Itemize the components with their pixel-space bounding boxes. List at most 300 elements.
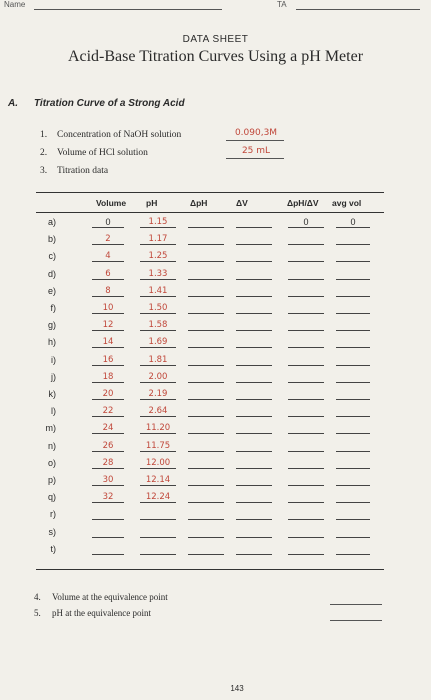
cell-value: 1.25 [148, 251, 168, 262]
cell-ratio[interactable] [288, 372, 324, 383]
table-row [0, 423, 431, 437]
table-row [0, 269, 431, 283]
cell-underline [92, 279, 124, 280]
cell-underline [236, 485, 272, 486]
row-label: m) [45, 423, 56, 434]
cell-underline [140, 330, 176, 331]
table-row [0, 544, 431, 558]
cell-ph[interactable] [140, 475, 176, 486]
cell-underline [236, 279, 272, 280]
cell-dv[interactable] [236, 251, 272, 262]
cell-volume[interactable] [92, 320, 124, 331]
cell-underline [336, 330, 370, 331]
cell-ratio[interactable] [288, 458, 324, 469]
cell-underline [188, 313, 224, 314]
item-number: 3. [40, 166, 48, 176]
cell-ph[interactable] [140, 286, 176, 297]
cell-value: 26 [102, 440, 114, 451]
cell-underline [336, 244, 370, 245]
cell-value: 12 [102, 320, 114, 331]
cell-underline [236, 399, 272, 400]
cell-dph[interactable] [188, 251, 224, 262]
cell-underline [288, 330, 324, 331]
cell-volume[interactable] [92, 372, 124, 383]
table-header-rule [36, 212, 384, 213]
cell-value: 1.33 [148, 268, 168, 279]
cell-ph[interactable] [140, 269, 176, 280]
page-number: 143 [230, 684, 244, 693]
cell-underline [236, 519, 272, 520]
cell-avg[interactable] [336, 475, 370, 486]
cell-ph[interactable] [140, 441, 176, 452]
cell-ph[interactable] [140, 527, 176, 538]
cell-underline [236, 330, 272, 331]
table-row [0, 355, 431, 369]
row-label: l) [51, 406, 56, 417]
cell-ratio[interactable] [288, 337, 324, 348]
cell-ratio[interactable] [288, 217, 324, 228]
cell-value: 28 [102, 457, 114, 468]
cell-dv[interactable] [236, 509, 272, 520]
cell-volume[interactable] [92, 269, 124, 280]
cell-value: 2.19 [148, 389, 168, 399]
cell-underline [236, 502, 272, 503]
cell-underline [188, 433, 224, 434]
cell-dph[interactable] [188, 355, 224, 366]
cell-volume[interactable] [92, 509, 124, 520]
column-header: pH [146, 198, 158, 208]
cell-underline [288, 399, 324, 400]
cell-underline [236, 433, 272, 434]
cell-dph[interactable] [188, 286, 224, 297]
cell-underline [92, 347, 124, 348]
cell-dph[interactable] [188, 441, 224, 452]
cell-underline [92, 537, 124, 538]
cell-dv[interactable] [236, 372, 272, 383]
cell-value: 1.50 [148, 303, 168, 313]
cell-underline [92, 330, 124, 331]
item-answer[interactable]: 0.090,3M [234, 128, 278, 138]
cell-volume[interactable] [92, 406, 124, 417]
item-answer-line [226, 158, 284, 159]
cell-value: 1.17 [148, 234, 168, 245]
cell-value: 0 [105, 217, 111, 227]
cell-underline [288, 554, 324, 555]
cell-underline [236, 451, 272, 452]
cell-value: 12.14 [145, 475, 171, 485]
question-number: 5. [34, 608, 41, 618]
cell-ph[interactable] [140, 544, 176, 555]
item-number: 1. [40, 130, 48, 140]
cell-volume[interactable] [92, 527, 124, 538]
cell-underline [288, 347, 324, 348]
cell-volume[interactable] [92, 234, 124, 245]
cell-underline [92, 519, 124, 520]
cell-dv[interactable] [236, 355, 272, 366]
cell-underline [336, 279, 370, 280]
cell-underline [188, 227, 224, 228]
section-letter: A. [8, 98, 18, 109]
cell-ph[interactable] [140, 217, 176, 228]
cell-underline [288, 468, 324, 469]
table-row [0, 303, 431, 317]
cell-dph[interactable] [188, 475, 224, 486]
cell-underline [188, 416, 224, 417]
cell-underline [336, 451, 370, 452]
cell-underline [188, 261, 224, 262]
cell-volume[interactable] [92, 458, 124, 469]
cell-avg[interactable] [336, 355, 370, 366]
table-row [0, 406, 431, 420]
cell-ph[interactable] [140, 251, 176, 262]
cell-dv[interactable] [236, 441, 272, 452]
cell-dv[interactable] [236, 527, 272, 538]
cell-ratio[interactable] [288, 286, 324, 297]
cell-underline [288, 244, 324, 245]
cell-dph[interactable] [188, 544, 224, 555]
cell-underline [92, 416, 124, 417]
row-label: p) [47, 475, 56, 485]
cell-dph[interactable] [188, 269, 224, 280]
cell-volume[interactable] [92, 286, 124, 297]
cell-underline [336, 519, 370, 520]
item-answer-line [226, 140, 284, 141]
name-label: Name [4, 0, 26, 9]
cell-value: 8 [105, 285, 111, 296]
cell-underline [236, 296, 272, 297]
table-row [0, 251, 431, 265]
cell-underline [336, 399, 370, 400]
cell-dph[interactable] [188, 509, 224, 520]
cell-ph[interactable] [140, 303, 176, 314]
column-header: Volume [96, 198, 127, 208]
table-row [0, 475, 431, 489]
cell-volume[interactable] [92, 389, 124, 400]
cell-avg[interactable] [336, 509, 370, 520]
cell-underline [288, 279, 324, 280]
row-label: o) [47, 457, 56, 468]
cell-underline [288, 433, 324, 434]
cell-underline [336, 313, 370, 314]
row-label: k) [48, 389, 56, 399]
row-label: t) [50, 543, 56, 554]
cell-underline [336, 416, 370, 417]
cell-ph[interactable] [140, 355, 176, 366]
cell-ph[interactable] [140, 234, 176, 245]
cell-ratio[interactable] [288, 475, 324, 486]
table-row [0, 286, 431, 300]
table-row [0, 458, 431, 472]
cell-ratio[interactable] [288, 320, 324, 331]
cell-value: 18 [102, 371, 114, 382]
cell-ph[interactable] [140, 492, 176, 503]
cell-value: 2.64 [148, 406, 168, 417]
row-label: r) [50, 509, 56, 520]
column-header: ΔV [236, 198, 248, 208]
cell-dv[interactable] [236, 458, 272, 469]
cell-avg[interactable] [336, 217, 370, 228]
cell-dv[interactable] [236, 492, 272, 503]
cell-avg[interactable] [336, 372, 370, 383]
cell-ratio[interactable] [288, 234, 324, 245]
cell-value: 1.69 [148, 337, 168, 348]
question-text: Volume at the equivalence point [52, 592, 168, 602]
ta-label: TA [277, 0, 287, 9]
cell-dph[interactable] [188, 217, 224, 228]
item-text: Titration data [57, 166, 109, 176]
cell-underline [188, 554, 224, 555]
row-label: i) [51, 354, 56, 365]
cell-underline [140, 261, 176, 262]
cell-underline [188, 485, 224, 486]
cell-dph[interactable] [188, 423, 224, 434]
cell-dv[interactable] [236, 544, 272, 555]
cell-avg[interactable] [336, 544, 370, 555]
cell-underline [336, 485, 370, 486]
cell-underline [188, 330, 224, 331]
cell-underline [336, 382, 370, 383]
cell-value: 1.41 [148, 285, 168, 296]
cell-underline [140, 347, 176, 348]
table-row [0, 372, 431, 386]
cell-underline [336, 365, 370, 366]
cell-underline [236, 382, 272, 383]
cell-underline [188, 347, 224, 348]
cell-underline [140, 365, 176, 366]
cell-underline [336, 468, 370, 469]
cell-ratio[interactable] [288, 509, 324, 520]
cell-underline [236, 261, 272, 262]
cell-ph[interactable] [140, 389, 176, 400]
question-answer-line[interactable] [330, 604, 382, 605]
cell-avg[interactable] [336, 286, 370, 297]
cell-underline [288, 296, 324, 297]
cell-value: 32 [102, 492, 114, 503]
cell-underline [140, 468, 176, 469]
ta-field[interactable] [296, 9, 420, 10]
cell-ph[interactable] [140, 423, 176, 434]
cell-underline [336, 261, 370, 262]
cell-underline [140, 416, 176, 417]
table-top-rule [36, 192, 384, 193]
cell-value: 14 [102, 337, 114, 348]
table-row [0, 527, 431, 541]
cell-underline [92, 451, 124, 452]
cell-underline [140, 537, 176, 538]
cell-underline [92, 261, 124, 262]
cell-dph[interactable] [188, 458, 224, 469]
cell-underline [288, 382, 324, 383]
cell-value: 16 [102, 354, 114, 365]
cell-ratio[interactable] [288, 441, 324, 452]
cell-ph[interactable] [140, 337, 176, 348]
cell-ph[interactable] [140, 320, 176, 331]
cell-dv[interactable] [236, 234, 272, 245]
cell-underline [140, 296, 176, 297]
table-bottom-rule [36, 569, 384, 570]
cell-avg[interactable] [336, 492, 370, 503]
cell-dv[interactable] [236, 406, 272, 417]
cell-ratio[interactable] [288, 389, 324, 400]
cell-ph[interactable] [140, 372, 176, 383]
cell-dv[interactable] [236, 217, 272, 228]
cell-value: 1.81 [148, 354, 168, 365]
row-label: b) [47, 234, 56, 245]
cell-underline [140, 313, 176, 314]
cell-avg[interactable] [336, 251, 370, 262]
cell-volume[interactable] [92, 441, 124, 452]
cell-volume[interactable] [92, 217, 124, 228]
row-label: g) [47, 320, 56, 331]
cell-underline [288, 313, 324, 314]
cell-avg[interactable] [336, 423, 370, 434]
cell-volume[interactable] [92, 492, 124, 503]
page-title: Acid-Base Titration Curves Using a pH Meter [67, 48, 364, 65]
cell-underline [336, 537, 370, 538]
cell-avg[interactable] [336, 303, 370, 314]
cell-underline [288, 365, 324, 366]
cell-underline [92, 382, 124, 383]
cell-underline [188, 365, 224, 366]
cell-underline [188, 296, 224, 297]
cell-ph[interactable] [140, 458, 176, 469]
cell-value: 0 [303, 217, 309, 227]
cell-ph[interactable] [140, 509, 176, 520]
name-field[interactable] [34, 9, 222, 10]
cell-ratio[interactable] [288, 423, 324, 434]
cell-value: 11.75 [145, 440, 171, 451]
cell-dv[interactable] [236, 475, 272, 486]
cell-underline [140, 382, 176, 383]
cell-dph[interactable] [188, 320, 224, 331]
cell-underline [188, 502, 224, 503]
cell-underline [236, 227, 272, 228]
cell-volume[interactable] [92, 475, 124, 486]
cell-ratio[interactable] [288, 406, 324, 417]
cell-underline [336, 502, 370, 503]
cell-underline [140, 451, 176, 452]
cell-underline [288, 227, 324, 228]
cell-value: 0 [350, 217, 356, 227]
cell-value: 11.20 [145, 423, 171, 434]
cell-dv[interactable] [236, 423, 272, 434]
column-header: ΔpH [190, 198, 208, 208]
cell-ratio[interactable] [288, 544, 324, 555]
cell-ratio[interactable] [288, 355, 324, 366]
cell-ratio[interactable] [288, 527, 324, 538]
cell-volume[interactable] [92, 423, 124, 434]
cell-underline [188, 519, 224, 520]
table-row [0, 441, 431, 455]
cell-ratio[interactable] [288, 251, 324, 262]
cell-underline [92, 554, 124, 555]
table-row [0, 389, 431, 403]
row-label: a) [47, 217, 56, 227]
cell-dv[interactable] [236, 320, 272, 331]
cell-value: 2.00 [148, 371, 168, 382]
cell-avg[interactable] [336, 406, 370, 417]
table-row [0, 217, 431, 231]
question-answer-line[interactable] [330, 620, 382, 621]
cell-avg[interactable] [336, 320, 370, 331]
cell-volume[interactable] [92, 251, 124, 262]
row-label: c) [48, 251, 56, 262]
cell-underline [188, 279, 224, 280]
cell-dv[interactable] [236, 269, 272, 280]
cell-volume[interactable] [92, 337, 124, 348]
cell-ratio[interactable] [288, 492, 324, 503]
cell-ratio[interactable] [288, 303, 324, 314]
cell-volume[interactable] [92, 303, 124, 314]
cell-underline [288, 261, 324, 262]
row-label: s) [48, 526, 56, 537]
cell-avg[interactable] [336, 441, 370, 452]
cell-value: 30 [102, 475, 114, 485]
table-row [0, 234, 431, 248]
cell-dph[interactable] [188, 492, 224, 503]
cell-underline [188, 537, 224, 538]
cell-ratio[interactable] [288, 269, 324, 280]
cell-avg[interactable] [336, 458, 370, 469]
cell-avg[interactable] [336, 527, 370, 538]
cell-value: 12.00 [145, 457, 171, 468]
cell-dph[interactable] [188, 406, 224, 417]
cell-value: 10 [102, 303, 114, 313]
cell-underline [140, 433, 176, 434]
table-row [0, 509, 431, 523]
cell-ph[interactable] [140, 406, 176, 417]
cell-volume[interactable] [92, 355, 124, 366]
cell-underline [236, 244, 272, 245]
cell-underline [188, 244, 224, 245]
cell-dph[interactable] [188, 234, 224, 245]
cell-underline [140, 279, 176, 280]
cell-avg[interactable] [336, 337, 370, 348]
cell-dv[interactable] [236, 286, 272, 297]
row-label: h) [47, 337, 56, 348]
cell-underline [92, 399, 124, 400]
cell-dph[interactable] [188, 303, 224, 314]
cell-dph[interactable] [188, 337, 224, 348]
cell-avg[interactable] [336, 389, 370, 400]
cell-underline [236, 468, 272, 469]
cell-underline [188, 468, 224, 469]
cell-dph[interactable] [188, 389, 224, 400]
section-title: Titration Curve of a Strong Acid [34, 98, 185, 109]
cell-value: 6 [105, 268, 111, 279]
cell-volume[interactable] [92, 544, 124, 555]
item-answer[interactable]: 25 mL [241, 146, 271, 156]
cell-value: 1.15 [148, 217, 168, 227]
cell-dph[interactable] [188, 527, 224, 538]
cell-value: 24 [102, 423, 114, 434]
cell-dph[interactable] [188, 372, 224, 383]
cell-avg[interactable] [336, 269, 370, 280]
cell-dv[interactable] [236, 389, 272, 400]
cell-avg[interactable] [336, 234, 370, 245]
cell-dv[interactable] [236, 303, 272, 314]
column-header: avg vol [332, 198, 362, 208]
row-label: e) [47, 285, 56, 296]
cell-underline [140, 554, 176, 555]
cell-dv[interactable] [236, 337, 272, 348]
column-header: ΔpH/ΔV [287, 198, 319, 208]
cell-underline [288, 451, 324, 452]
item-text: Volume of HCl solution [57, 148, 148, 158]
row-label: f) [50, 303, 56, 313]
question-text: pH at the equivalence point [52, 608, 151, 618]
row-label: j) [51, 371, 56, 382]
